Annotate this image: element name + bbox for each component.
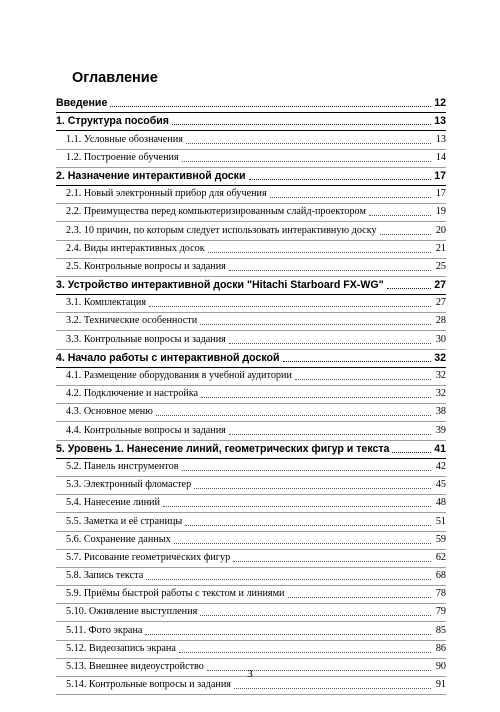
toc-entry-page: 32	[434, 351, 446, 364]
toc-entry-title: 5.10. Оживление выступления	[66, 606, 198, 618]
toc-entry-page: 41	[434, 442, 446, 455]
toc-entry-page: 27	[434, 279, 446, 292]
dot-leader	[369, 215, 431, 216]
dot-leader	[149, 306, 431, 307]
toc-entry-page: 20	[435, 224, 446, 236]
dot-leader	[163, 506, 431, 507]
toc-entry-page: 30	[435, 333, 446, 345]
toc-entry-page: 48	[435, 497, 446, 509]
toc-entry-title: 5.9. Приёмы быстрой работы с текстом и линиями	[66, 588, 285, 600]
dot-leader	[295, 379, 431, 380]
toc-entry-page: 79	[435, 606, 446, 618]
dot-leader	[201, 397, 431, 398]
dot-leader	[200, 615, 431, 616]
table-of-contents	[56, 95, 446, 695]
toc-entry-title: 3. Устройство интерактивной доски "Hitachi Starboard FX-WG"	[56, 279, 384, 292]
toc-entry-page: 21	[435, 242, 446, 254]
dot-leader	[387, 288, 431, 289]
dot-leader	[156, 415, 431, 416]
toc-section-entry[interactable]	[56, 331, 446, 349]
toc-entry-page: 28	[435, 315, 446, 327]
toc-entry-title: 3.3. Контрольные вопросы и задания	[66, 333, 226, 345]
toc-chapter-entry[interactable]	[56, 441, 446, 459]
toc-entry-page: 78	[435, 588, 446, 600]
toc-section-entry[interactable]	[56, 641, 446, 659]
toc-entry-title: 2.4. Виды интерактивных досок	[66, 242, 205, 254]
toc-entry-title: 2.5. Контрольные вопросы и задания	[66, 260, 226, 272]
toc-entry-page: 91	[435, 679, 446, 691]
toc-entry-title: 2.1. Новый электронный прибор для обучения	[66, 188, 267, 200]
dot-leader	[110, 106, 431, 107]
toc-entry-page: 42	[435, 460, 446, 472]
toc-entry-title: 1.1. Условные обозначения	[66, 133, 183, 145]
toc-entry-page: 13	[434, 115, 446, 128]
toc-section-entry[interactable]	[56, 568, 446, 586]
toc-entry-title: 5.13. Внешнее видеоустройство	[66, 661, 204, 672]
toc-section-entry[interactable]	[56, 404, 446, 422]
toc-section-entry[interactable]	[56, 295, 446, 313]
toc-entry-page: 32	[435, 388, 446, 400]
toc-section-entry[interactable]	[56, 259, 446, 277]
toc-chapter-entry[interactable]	[56, 277, 446, 295]
toc-entry-title: 5.7. Рисование геометрических фигур	[66, 551, 231, 563]
toc-entry-title: 5. Уровень 1. Нанесение линий, геометрических фигур и текста	[56, 442, 390, 455]
toc-entry-title: 5.6. Сохранение данных	[66, 533, 171, 545]
toc-entry-title: 5.4. Нанесение линий	[66, 497, 160, 509]
toc-entry-title: 1.2. Построение обучения	[66, 151, 179, 163]
toc-entry-title: 5.3. Электронный фломастер	[66, 479, 192, 491]
toc-section-entry[interactable]	[56, 604, 446, 622]
toc-entry-page: 86	[435, 642, 446, 654]
dot-leader	[208, 252, 431, 253]
toc-section-entry[interactable]	[56, 495, 446, 513]
dot-leader	[234, 688, 431, 689]
toc-entry-title: 2. Назначение интерактивной доски	[56, 169, 246, 182]
toc-section-entry[interactable]	[56, 422, 446, 440]
dot-leader	[172, 124, 431, 125]
toc-entry-page: 39	[435, 424, 446, 436]
toc-section-entry[interactable]	[56, 313, 446, 331]
toc-entry-title: 4.1. Размещение оборудования в учебной аудитории	[66, 370, 292, 381]
toc-section-entry[interactable]	[56, 550, 446, 568]
toc-entry-title: 1. Структура пособия	[56, 115, 169, 128]
toc-entry-page: 27	[435, 297, 446, 309]
dot-leader	[200, 324, 431, 325]
toc-section-entry[interactable]	[56, 386, 446, 404]
toc-entry-page: 25	[435, 260, 446, 272]
toc-entry-title: 2.3. 10 причин, по которым следует использовать интерактивную доску	[66, 224, 377, 236]
dot-leader	[380, 234, 431, 235]
dot-leader	[229, 434, 431, 435]
toc-chapter-entry[interactable]	[56, 350, 446, 368]
toc-entry-title: 3.1. Комплектация	[66, 297, 147, 309]
toc-entry-page: 90	[435, 661, 446, 672]
toc-chapter-entry[interactable]	[56, 168, 446, 186]
toc-entry-page: 45	[435, 479, 446, 491]
toc-entry-title: 4.4. Контрольные вопросы и задания	[66, 424, 226, 436]
toc-entry-page: 32	[435, 370, 446, 381]
dot-leader	[392, 452, 431, 453]
dot-leader	[146, 579, 431, 580]
dot-leader	[288, 597, 432, 598]
toc-entry-title: 5.11. Фото экрана	[66, 624, 143, 636]
toc-chapter-entry[interactable]	[56, 95, 446, 113]
toc-section-entry[interactable]	[56, 186, 446, 204]
dot-leader	[229, 270, 431, 271]
toc-title: Оглавление	[72, 70, 158, 86]
toc-entry-page: 13	[435, 133, 446, 145]
toc-entry-title: 2.2. Преимущества перед компьютеризированным слайд-проектором	[66, 206, 366, 218]
toc-chapter-entry[interactable]	[56, 113, 446, 131]
toc-entry-page: 59	[435, 533, 446, 545]
toc-entry-title: 3.2. Технические особенности	[66, 315, 198, 327]
toc-entry-page: 62	[435, 551, 446, 563]
dot-leader	[186, 143, 431, 144]
dot-leader	[182, 470, 431, 471]
toc-entry-title: 4.3. Основное меню	[66, 406, 153, 418]
toc-section-entry[interactable]	[56, 204, 446, 222]
dot-leader	[182, 161, 431, 162]
toc-section-entry[interactable]	[56, 241, 446, 259]
toc-entry-title: 4. Начало работы с интерактивной доской	[56, 351, 280, 364]
toc-entry-title: Введение	[56, 97, 108, 110]
toc-entry-page: 17	[434, 169, 446, 182]
toc-section-entry[interactable]	[56, 477, 446, 495]
toc-entry-page: 19	[435, 206, 446, 218]
toc-section-entry[interactable]	[56, 150, 446, 168]
toc-section-entry[interactable]	[56, 222, 446, 240]
toc-entry-title: 5.12. Видеозапись экрана	[66, 642, 176, 654]
dot-leader	[145, 634, 431, 635]
dot-leader	[249, 179, 432, 180]
toc-entry-title: 5.14. Контрольные вопросы и задания	[66, 679, 231, 691]
toc-entry-title: 5.5. Заметка и её страницы	[66, 515, 183, 527]
toc-entry-page: 38	[435, 406, 446, 418]
dot-leader	[283, 361, 431, 362]
toc-entry-page: 51	[435, 515, 446, 527]
dot-leader	[270, 197, 431, 198]
toc-entry-title: 5.2. Панель инструментов	[66, 460, 179, 472]
toc-section-entry[interactable]	[56, 459, 446, 477]
toc-entry-title: 5.8. Запись текста	[66, 570, 144, 582]
toc-entry-page: 14	[435, 151, 446, 163]
dot-leader	[194, 488, 431, 489]
dot-leader	[179, 652, 431, 653]
toc-section-entry[interactable]	[56, 532, 446, 550]
dot-leader	[185, 525, 431, 526]
toc-entry-page: 85	[435, 624, 446, 636]
toc-section-entry[interactable]	[56, 622, 446, 640]
toc-entry-page: 12	[434, 97, 446, 110]
toc-entry-title: 4.2. Подключение и настройка	[66, 388, 199, 400]
toc-entry-page: 68	[435, 570, 446, 582]
dot-leader	[229, 343, 431, 344]
toc-section-entry[interactable]	[56, 586, 446, 604]
toc-entry-page: 17	[435, 188, 446, 200]
dot-leader	[174, 543, 431, 544]
toc-section-entry[interactable]	[56, 368, 446, 386]
page-number: 3	[247, 668, 253, 680]
toc-section-entry[interactable]	[56, 513, 446, 531]
toc-section-entry[interactable]	[56, 131, 446, 149]
dot-leader	[233, 561, 431, 562]
